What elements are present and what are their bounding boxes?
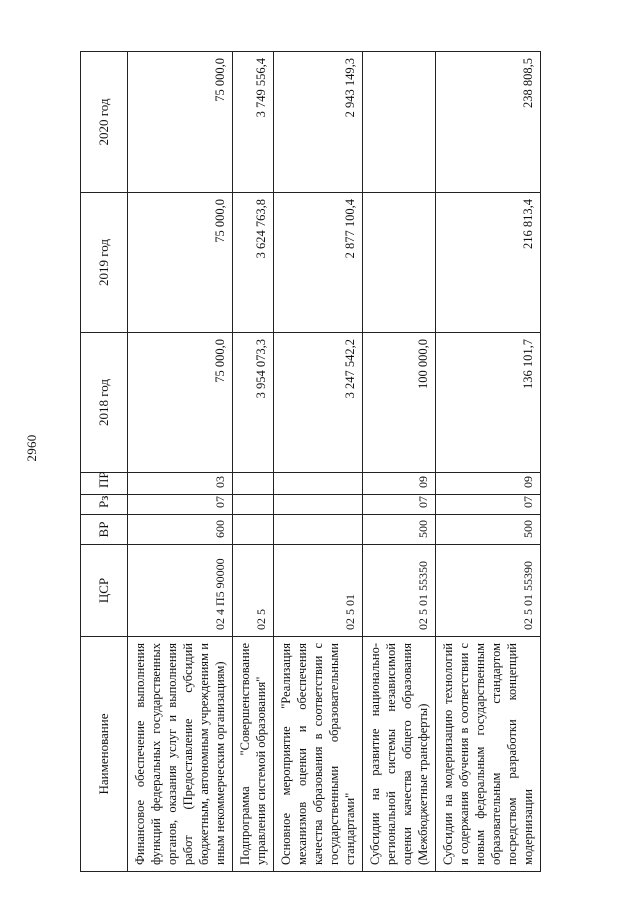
row-2019 [363,193,436,333]
row-2018: 100 000,0 [363,333,436,473]
header-rz: Рз [81,495,128,515]
row-2019: 3 624 763,8 [233,193,274,333]
row-csr: 02 5 01 55350 [363,545,436,637]
row-name: Финансовое обеспечение выполнения функций федеральных государственных органов, оказания услуг и выполнения работ (Предоставление субсидий бюджетным, автономным учреждениям и иным некоммерческим организациям) [128,637,233,872]
row-pr: 09 [436,473,541,495]
header-2018: 2018 год [81,333,128,473]
row-2020: 2 943 149,3 [274,52,363,193]
row-name: Основное мероприятие "Реализация механизмов оценки и обеспечения качества образования в соответствии с государственными образовательными стандартами" [274,637,363,872]
table-row [363,52,436,872]
header-name: Наименование [81,637,128,872]
row-2020: 3 749 556,4 [233,52,274,193]
row-pr: 09 [363,473,436,495]
row-csr: 02 5 [233,545,274,637]
row-2019: 216 813,4 [436,193,541,333]
page-number: 2960 [24,434,39,462]
table-row [436,52,541,872]
row-rz: 07 [436,495,541,515]
row-rz [233,495,274,515]
row-2018: 75 000,0 [128,333,233,473]
rotated-sheet [80,32,610,872]
budget-table [80,51,541,872]
row-2018: 3 954 073,3 [233,333,274,473]
row-2019: 2 877 100,4 [274,193,363,333]
row-vr: 500 [363,515,436,545]
row-name: Подпрограмма "Совершенствование управления системой образования" [233,637,274,872]
row-pr [274,473,363,495]
row-pr: 03 [128,473,233,495]
row-vr: 500 [436,515,541,545]
row-2020: 238 808,5 [436,52,541,193]
header-2019: 2019 год [81,193,128,333]
row-rz: 07 [128,495,233,515]
row-vr: 600 [128,515,233,545]
row-name: Субсидии на модернизацию технологий и содержания обучения в соответствии с новым федеральным государственным образовательным стандартом посредством разработки концепций модернизации [436,637,541,872]
row-rz: 07 [363,495,436,515]
row-2020 [363,52,436,193]
row-csr: 02 4 П5 90000 [128,545,233,637]
header-csr: ЦСР [81,545,128,637]
row-csr: 02 5 01 [274,545,363,637]
row-name: Субсидии на развитие национально-региональной системы независимой оценки качества общего образования (Межбюджетные трансферты) [363,637,436,872]
header-vr: ВР [81,515,128,545]
table-row [128,52,233,872]
row-vr [274,515,363,545]
row-vr [233,515,274,545]
row-2018: 3 247 542,2 [274,333,363,473]
row-csr: 02 5 01 55390 [436,545,541,637]
row-2018: 136 101,7 [436,333,541,473]
table-header-row [81,52,128,872]
header-2020: 2020 год [81,52,128,193]
row-pr [233,473,274,495]
table-row [233,52,274,872]
row-2019: 75 000,0 [128,193,233,333]
row-2020: 75 000,0 [128,52,233,193]
header-pr: ПР [81,473,128,495]
table-row [274,52,363,872]
row-rz [274,495,363,515]
